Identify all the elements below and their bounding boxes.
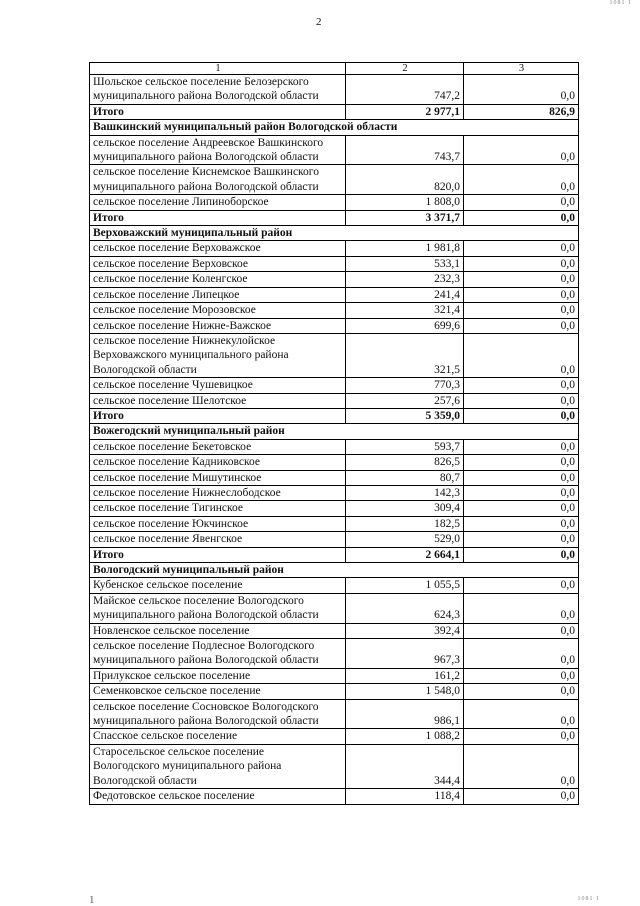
- table-row: [90, 470, 579, 485]
- settlement-name: [90, 75, 346, 105]
- table-row: [90, 318, 579, 333]
- amount-column-3: 0,0: [464, 195, 579, 210]
- amount-column-2: 5 359,0: [346, 408, 464, 423]
- amount-column-3: 0,0: [464, 439, 579, 454]
- amount-column-3: 0,0: [464, 408, 579, 423]
- settlement-name: [90, 593, 346, 623]
- name-line: сельское поселение Тигинское: [93, 502, 243, 515]
- name-line: сельское поселение Чушевицкое: [93, 379, 253, 392]
- amount-column-3: 0,0: [464, 744, 579, 788]
- amount-column-3: 0,0: [464, 210, 579, 225]
- amount-column-3: 826,9: [464, 104, 579, 119]
- amount-column-2: 986,1: [346, 699, 464, 729]
- column-header: 3: [464, 63, 579, 75]
- amount-column-2: 967,3: [346, 639, 464, 669]
- section-header-row: [90, 226, 579, 241]
- amount-column-3: 0,0: [464, 684, 579, 699]
- name-line: муниципального района Вологодской области: [93, 90, 319, 103]
- section-header-row: [90, 424, 579, 439]
- amount-column-2: 80,7: [346, 470, 464, 485]
- corner-mark-top: 1081 1: [609, 0, 632, 6]
- name-line: сельское поселение Коленгское: [93, 273, 248, 286]
- amount-column-3: 0,0: [464, 578, 579, 593]
- name-line: сельское поселение Мишутинское: [93, 471, 262, 484]
- amount-column-3: 0,0: [464, 623, 579, 638]
- section-header-row: [90, 120, 579, 135]
- table-row: [90, 195, 579, 210]
- amount-column-3: 0,0: [464, 470, 579, 485]
- table-row: [90, 393, 579, 408]
- table-row: [90, 455, 579, 470]
- name-line: сельское поселение Киснемское Вашкинского: [93, 166, 319, 179]
- name-line: Прилукское сельское поселение: [93, 669, 251, 682]
- amount-column-3: 0,0: [464, 75, 579, 105]
- amount-column-2: 2 664,1: [346, 547, 464, 562]
- table-row: [90, 699, 579, 729]
- amount-column-3: 0,0: [464, 378, 579, 393]
- amount-column-3: 0,0: [464, 501, 579, 516]
- amount-column-3: 0,0: [464, 639, 579, 669]
- settlement-name: [90, 501, 346, 516]
- amount-column-2: 118,4: [346, 789, 464, 804]
- amount-column-2: 232,3: [346, 272, 464, 287]
- amount-column-3: 0,0: [464, 333, 579, 377]
- amount-column-3: 0,0: [464, 135, 579, 165]
- amount-column-2: 2 977,1: [346, 104, 464, 119]
- column-header: 2: [346, 63, 464, 75]
- name-line: муниципального района Вологодской области: [93, 180, 319, 193]
- table-row: [90, 303, 579, 318]
- name-line: Спасское сельское поселение: [93, 730, 238, 743]
- table-row: [90, 501, 579, 516]
- table-row: [90, 532, 579, 547]
- amount-column-3: 0,0: [464, 318, 579, 333]
- amount-column-2: 1 808,0: [346, 195, 464, 210]
- name-line: муниципального района Вологодской области: [93, 151, 319, 164]
- table-row: [90, 684, 579, 699]
- table-row: [90, 623, 579, 638]
- table-row: [90, 333, 579, 377]
- name-line: Семенковское сельское поселение: [93, 685, 261, 698]
- amount-column-2: 1 088,2: [346, 729, 464, 744]
- name-line: сельское поселение Нижнеслободское: [93, 486, 281, 499]
- section-title-line: Вашкинский муниципальный район Вологодской области: [93, 121, 398, 134]
- name-line: сельское поселение Морозовское: [93, 304, 256, 317]
- table-row: [90, 135, 579, 165]
- name-line: муниципального района Вологодской области: [93, 654, 319, 667]
- settlement-name: [90, 789, 346, 804]
- settlement-name: [90, 135, 346, 165]
- settlement-name: [90, 668, 346, 683]
- name-line: Вологодской области: [93, 363, 197, 376]
- settlement-name: [90, 439, 346, 454]
- amount-column-2: 826,5: [346, 455, 464, 470]
- name-line: сельское поселение Нижне-Важское: [93, 319, 272, 332]
- total-label: [90, 547, 346, 562]
- settlement-name: [90, 578, 346, 593]
- bottom-left-mark: 1: [89, 894, 95, 906]
- column-header: 1: [90, 63, 346, 75]
- amount-column-2: 770,3: [346, 378, 464, 393]
- name-line: Верховажского муниципального района: [93, 349, 289, 362]
- section-title-line: Верховажский муниципальный район: [93, 227, 293, 240]
- total-row: [90, 547, 579, 562]
- settlement-name: [90, 256, 346, 271]
- settlement-name: [90, 378, 346, 393]
- table-row: [90, 256, 579, 271]
- amount-column-3: 0,0: [464, 532, 579, 547]
- table-row: [90, 744, 579, 788]
- amount-column-2: 142,3: [346, 485, 464, 500]
- name-line: сельское поселение Сосновское Вологодского: [93, 700, 319, 713]
- name-line: сельское поселение Нижнекулойское: [93, 334, 276, 347]
- name-line: сельское поселение Кадниковское: [93, 456, 260, 469]
- amount-column-2: 3 371,7: [346, 210, 464, 225]
- amount-column-3: 0,0: [464, 789, 579, 804]
- amount-column-3: 0,0: [464, 668, 579, 683]
- amount-column-2: 161,2: [346, 668, 464, 683]
- section-title-line: Вожегодский муниципальный район: [93, 425, 285, 438]
- amount-column-2: 820,0: [346, 165, 464, 195]
- name-line: Майское сельское поселение Вологодского: [93, 594, 304, 607]
- amount-column-3: 0,0: [464, 516, 579, 531]
- settlement-name: [90, 470, 346, 485]
- table-header-row: [90, 63, 579, 75]
- allocation-table: [89, 62, 579, 805]
- amount-column-2: 624,3: [346, 593, 464, 623]
- settlement-name: [90, 287, 346, 302]
- amount-column-2: 1 548,0: [346, 684, 464, 699]
- settlement-name: [90, 699, 346, 729]
- name-line: Итого: [93, 211, 124, 224]
- name-line: Итого: [93, 548, 124, 561]
- amount-column-2: 747,2: [346, 75, 464, 105]
- name-line: Вологодского муниципального района: [93, 760, 282, 773]
- total-label: [90, 408, 346, 423]
- name-line: Шольское сельское поселение Белозерского: [93, 76, 309, 88]
- settlement-name: [90, 333, 346, 377]
- settlement-name: [90, 303, 346, 318]
- amount-column-3: 0,0: [464, 287, 579, 302]
- settlement-name: [90, 272, 346, 287]
- name-line: сельское поселение Липиноборское: [93, 196, 269, 209]
- settlement-name: [90, 455, 346, 470]
- table-row: [90, 75, 579, 105]
- settlement-name: [90, 241, 346, 256]
- settlement-name: [90, 729, 346, 744]
- table-row: [90, 439, 579, 454]
- settlement-name: [90, 318, 346, 333]
- name-line: сельское поселение Подлесное Вологодского: [93, 640, 315, 653]
- table-row: [90, 578, 579, 593]
- amount-column-3: 0,0: [464, 272, 579, 287]
- table-row: [90, 668, 579, 683]
- table-row: [90, 593, 579, 623]
- settlement-name: [90, 532, 346, 547]
- name-line: сельское поселение Андреевское Вашкинского: [93, 136, 324, 149]
- name-line: сельское поселение Бекетовское: [93, 440, 252, 453]
- amount-column-2: 533,1: [346, 256, 464, 271]
- settlement-name: [90, 639, 346, 669]
- total-label: [90, 104, 346, 119]
- table-row: [90, 287, 579, 302]
- amount-column-2: 529,0: [346, 532, 464, 547]
- amount-column-2: 1 055,5: [346, 578, 464, 593]
- table-row: [90, 639, 579, 669]
- name-line: Новленское сельское поселение: [93, 624, 250, 637]
- amount-column-3: 0,0: [464, 455, 579, 470]
- amount-column-2: 1 981,8: [346, 241, 464, 256]
- settlement-name: [90, 623, 346, 638]
- section-header-row: [90, 563, 579, 578]
- amount-column-3: 0,0: [464, 547, 579, 562]
- amount-column-3: 0,0: [464, 393, 579, 408]
- amount-column-3: 0,0: [464, 303, 579, 318]
- amount-column-3: 0,0: [464, 256, 579, 271]
- amount-column-2: 321,4: [346, 303, 464, 318]
- name-line: Федотовское сельское поселение: [93, 790, 255, 803]
- table-row: [90, 516, 579, 531]
- name-line: сельское поселение Верховское: [93, 257, 249, 270]
- name-line: Старосельское сельское поселение: [93, 745, 264, 758]
- name-line: Вологодской области: [93, 774, 197, 787]
- name-line: сельское поселение Липецкое: [93, 288, 240, 301]
- amount-column-2: 593,7: [346, 439, 464, 454]
- table-row: [90, 241, 579, 256]
- name-line: сельское поселение Юкчинское: [93, 517, 249, 530]
- name-line: муниципального района Вологодской области: [93, 609, 319, 622]
- settlement-name: [90, 516, 346, 531]
- total-row: [90, 408, 579, 423]
- page-number: 2: [316, 16, 322, 28]
- table-row: [90, 378, 579, 393]
- amount-column-2: 699,6: [346, 318, 464, 333]
- amount-column-3: 0,0: [464, 165, 579, 195]
- amount-column-2: 257,6: [346, 393, 464, 408]
- section-title-line: Вологодский муниципальный район: [93, 564, 284, 576]
- settlement-name: [90, 684, 346, 699]
- name-line: сельское поселение Шелотское: [93, 394, 247, 407]
- table-row: [90, 789, 579, 804]
- section-title: [90, 563, 579, 578]
- amount-column-2: 241,4: [346, 287, 464, 302]
- amount-column-3: 0,0: [464, 699, 579, 729]
- amount-column-3: 0,0: [464, 485, 579, 500]
- settlement-name: [90, 165, 346, 195]
- name-line: Итого: [93, 409, 124, 422]
- total-label: [90, 210, 346, 225]
- total-row: [90, 210, 579, 225]
- table-row: [90, 485, 579, 500]
- settlement-name: [90, 393, 346, 408]
- amount-column-2: 321,5: [346, 333, 464, 377]
- amount-column-2: 344,4: [346, 744, 464, 788]
- total-row: [90, 104, 579, 119]
- settlement-name: [90, 195, 346, 210]
- amount-column-2: 743,7: [346, 135, 464, 165]
- name-line: муниципального района Вологодской области: [93, 715, 319, 728]
- amount-column-3: 0,0: [464, 729, 579, 744]
- name-line: сельское поселение Верховажское: [93, 242, 261, 255]
- amount-column-2: 309,4: [346, 501, 464, 516]
- amount-column-2: 182,5: [346, 516, 464, 531]
- table-row: [90, 165, 579, 195]
- name-line: сельское поселение Явенгское: [93, 533, 243, 546]
- table-row: [90, 729, 579, 744]
- settlement-name: [90, 485, 346, 500]
- section-title: [90, 120, 579, 135]
- amount-column-3: 0,0: [464, 241, 579, 256]
- settlement-name: [90, 744, 346, 788]
- section-title: [90, 226, 579, 241]
- name-line: Кубенское сельское поселение: [93, 579, 243, 592]
- table-body: [90, 75, 579, 805]
- table-row: [90, 272, 579, 287]
- amount-column-2: 392,4: [346, 623, 464, 638]
- section-title: [90, 424, 579, 439]
- corner-mark-bottom: 1081 1: [577, 896, 600, 902]
- name-line: Итого: [93, 105, 124, 118]
- amount-column-3: 0,0: [464, 593, 579, 623]
